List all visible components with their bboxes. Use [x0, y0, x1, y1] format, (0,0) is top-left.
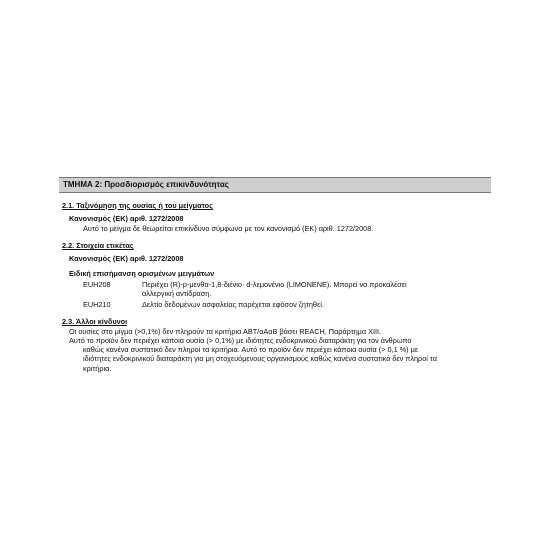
subsection-heading-2-3: 2.3. Άλλοι κίνδυνοι: [62, 316, 128, 326]
other-hazards-line: Οι ουσίες στο μίγμα (>0,1%) δεν πληρούν τα κριτήρια ΑΒΤ/αΑαΒ βάσει REACH, Παράρτημα XIII.: [69, 327, 382, 337]
other-hazards-line: ιδιότητες ενδοκρινικού διαταράκτη για μη στοχευόμενους οργανισμούς καθώς κανένα συστατικό δεν πληροί τα: [83, 354, 437, 364]
hazard-statement-line: Περιέχει (R)-p-μενθα-1,8-διένιο· d-λεμονένιο (LIMONENE). Μπορεί να προκαλέσει: [142, 279, 407, 289]
classification-text: Αυτό το μείγμα δε θεωρείται επικίνδυνο σύμφωνα με τον κανονισμό (ΕΚ) αριθ. 1272/2008.: [83, 224, 374, 234]
other-hazards-line: Αυτό το προϊόν δεν περιέχει κάποια ουσία (> 0,1%) με ιδιότητες ενδοκρινικού διαταράκτη για τον άνθρωπο: [69, 336, 412, 346]
section-title: ΤΜΗΜΑ 2: Προσδιορισμός επικινδυνότητας: [59, 177, 491, 193]
hazard-statement-line: Δελτίο δεδομένων ασφαλείας παρέχεται εφόσον ζητηθεί.: [142, 299, 324, 309]
sds-section: [59, 177, 491, 373]
regulation-label-2-2: Κανονισμός (ΕΚ) αριθ. 1272/2008: [69, 254, 184, 264]
specific-labelling-title: Ειδική επισήμανση ορισμένων μειγμάτων: [69, 268, 215, 278]
hazard-statement-row: [59, 280, 491, 298]
other-hazards-line: καθώς κανένα συστατικό δεν πληροί τα κριτήρια. Αυτό το προϊόν δεν περιέχει κάποια ουσία (> 0,1 %) με: [83, 345, 419, 355]
hazard-statement-row: [59, 300, 491, 309]
hazard-statement-code: EUH208: [83, 279, 111, 289]
hazard-statement-text: [142, 300, 472, 309]
subsection-heading-2-1: 2.1. Ταξινόμηση της ουσίας ή του μείγματος: [62, 201, 213, 210]
hazard-statement-line: αλλεργική αντίδραση.: [142, 288, 212, 298]
other-hazards-line: κριτήρια.: [83, 363, 112, 373]
regulation-label-2-1: Κανονισμός (ΕΚ) αριθ. 1272/2008: [69, 214, 184, 224]
hazard-statement-code: EUH210: [83, 299, 111, 309]
other-hazards-text: [59, 327, 491, 373]
subsection-heading-2-2: 2.2. Στοιχεία ετικέτας: [62, 241, 134, 251]
hazard-statement-text: [142, 280, 472, 298]
